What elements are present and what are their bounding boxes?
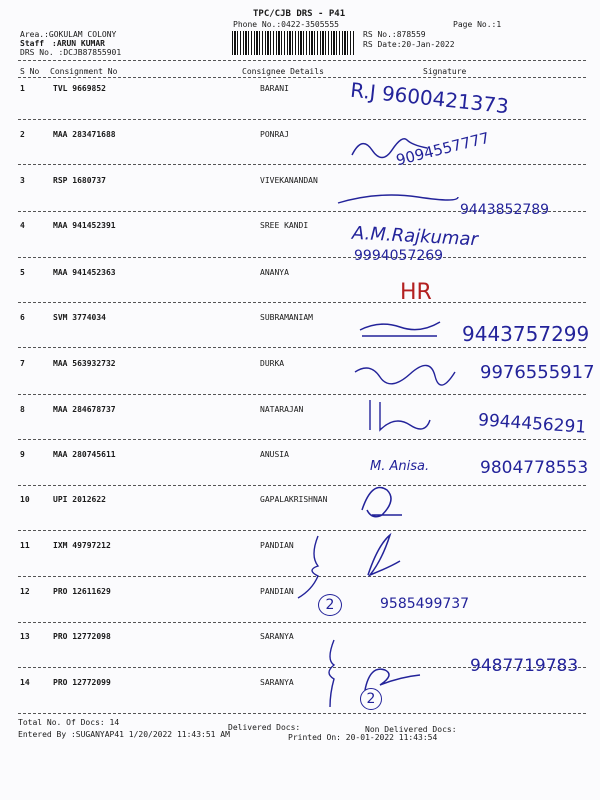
signature-row-6-phone: 9443757299 [462,322,590,346]
signature-row-9-phone: 9804778553 [480,458,589,478]
row-consignment: RSP 1680737 [53,176,106,185]
row-consignee: PONRAJ [260,130,289,139]
row-consignee: VIVEKANANDAN [260,176,318,185]
row-consignment: IXM 49797212 [53,541,111,550]
document-title: TPC/CJB DRS - P41 [253,9,346,19]
row-consignment: SVM 3774034 [53,313,106,322]
count-circle-row-12: 2 [318,594,342,616]
row-sno: 8 [20,405,25,414]
row-consignment: MAA 284678737 [53,405,116,414]
signature-row-1: R.J 9600421373 [349,77,510,119]
row-consignment: PRO 12772099 [53,678,111,687]
hr-mark: HR [400,280,432,305]
phone-number: Phone No.:0422-3505555 [233,20,339,29]
row-consignee: BARANI [260,84,289,93]
row-sno: 10 [20,495,30,504]
drs-number: DRS No. :DCJB87855901 [20,48,122,57]
signature-row-7-phone: 9976555917 [480,362,595,383]
row-consignment: TVL 9669852 [53,84,106,93]
row-sno: 13 [20,632,30,641]
signature-row-4-name: A.M.Rajkumar [351,222,479,251]
col-signature: Signature [423,67,467,76]
row-consignee: SARANYA [260,632,294,641]
signature-row-2-phone: 9094557777 [394,128,492,170]
row-consignment: MAA 941452391 [53,221,116,230]
row-consignee: SUBRAMANIAM [260,313,313,322]
col-consignment: Consignment No [50,67,118,76]
row-sno: 2 [20,130,25,139]
row-sno: 11 [20,541,30,550]
col-sno: S No [20,67,40,76]
staff-name: :ARUN KUMAR [52,39,105,48]
page-number: Page No.:1 [453,20,502,29]
row-sno: 5 [20,268,25,277]
row-consignee: DURKA [260,359,285,368]
signature-row-4-phone: 9994057269 [354,248,444,264]
row-consignment: UPI 2012622 [53,495,106,504]
row-consignment: PRO 12611629 [53,587,111,596]
row-consignment: MAA 563932732 [53,359,116,368]
row-sno: 1 [20,84,25,93]
count-circle-row-14: 2 [360,688,382,710]
row-sno: 12 [20,587,30,596]
row-sno: 7 [20,359,25,368]
row-consignee: PANDIAN [260,587,294,596]
row-sno: 6 [20,313,25,322]
row-consignee: SARANYA [260,678,294,687]
row-consignee: SREE KANDI [260,221,309,230]
signature-row-3-phone: 9443852789 [460,202,550,218]
row-consignment: MAA 941452363 [53,268,116,277]
signature-row-14-phone: 9487719783 [470,656,579,676]
staff-label: Staff [20,39,45,48]
row-consignee: PANDIAN [260,541,294,550]
row-sno: 3 [20,176,25,185]
row-sno: 4 [20,221,25,230]
rs-date: RS Date:20-Jan-2022 [363,40,455,49]
total-docs: Total No. Of Docs: 14 [18,718,120,727]
entered-by: Entered By :SUGANYAP41 1/20/2022 11:43:51 AM [18,730,230,739]
row-sno: 9 [20,450,25,459]
row-consignee: ANANYA [260,268,289,277]
row-sno: 14 [20,678,30,687]
row-consignment: PRO 12772098 [53,632,111,641]
signature-row-8-phone: 9944456291 [477,410,587,438]
printed-on: Printed On: 20-01-2022 11:43:54 [288,733,438,742]
col-consignee: Consignee Details [242,67,324,76]
row-consignment: MAA 283471688 [53,130,116,139]
rs-number: RS No.:878559 [363,30,426,39]
row-consignment: MAA 280745611 [53,450,116,459]
row-consignee: ANUSIA [260,450,289,459]
delivered-docs: Delivered Docs: [228,723,301,732]
signature-row-9-name: M. Anisa. [370,459,430,474]
area-label: Area.:GOKULAM COLONY [20,30,117,39]
row-consignee: GAPALAKRISHNAN [260,495,328,504]
non-delivered-docs: Non Delivered Docs: [365,725,457,734]
row-consignee: NATARAJAN [260,405,304,414]
signature-row-12-phone: 9585499737 [380,596,470,612]
